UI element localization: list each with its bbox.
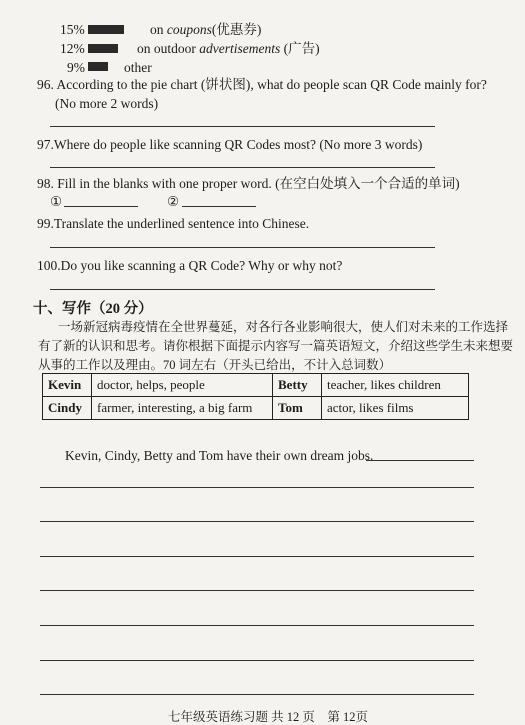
legend-label: on outdoor advertisements (广告) bbox=[137, 41, 320, 56]
legend-swatch bbox=[88, 25, 124, 34]
essay-line[interactable] bbox=[40, 590, 474, 591]
student-name: Cindy bbox=[43, 397, 92, 420]
job-hint: teacher, likes children bbox=[322, 374, 469, 397]
writing-instruction: 一场新冠病毒疫情在全世界蔓延，对各行各业影响很大，使人们对未来的工作选择 bbox=[58, 320, 509, 334]
blank-1-label: ① bbox=[50, 194, 63, 209]
student-name: Betty bbox=[273, 374, 322, 397]
table-row bbox=[43, 374, 469, 397]
question-100: 100.Do you like scanning a QR Code? Why or why not? bbox=[37, 258, 343, 273]
blank-1[interactable] bbox=[64, 194, 138, 212]
legend-swatch bbox=[88, 44, 118, 53]
answer-line-97[interactable] bbox=[50, 167, 435, 168]
legend-swatch bbox=[88, 62, 108, 71]
student-name: Kevin bbox=[43, 374, 92, 397]
question-97: 97.Where do people like scanning QR Codes most? (No more 3 words) bbox=[37, 137, 423, 152]
writing-instruction: 有了新的认识和思考。请你根据下面提示内容写一篇英语短文，介绍这些学生未来想要 bbox=[38, 339, 514, 353]
essay-line[interactable] bbox=[40, 521, 474, 522]
essay-line[interactable] bbox=[40, 694, 474, 695]
legend-percent: 9% bbox=[67, 60, 85, 75]
answer-line-99[interactable] bbox=[50, 247, 435, 248]
job-hint: actor, likes films bbox=[322, 397, 469, 420]
job-hint: farmer, interesting, a big farm bbox=[92, 397, 273, 420]
legend-percent: 15% bbox=[60, 22, 85, 37]
blank-2-label: ② bbox=[167, 194, 180, 209]
essay-line[interactable] bbox=[40, 625, 474, 626]
legend-label: other bbox=[124, 60, 152, 75]
page-footer: 七年级英语练习题 共 12 页 第 12页 bbox=[168, 710, 369, 724]
question-96-note: (No more 2 words) bbox=[55, 96, 159, 111]
writing-instruction: 从事的工作以及理由。70 词左右（开头已给出，不计入总词数） bbox=[38, 358, 392, 372]
writing-heading: 十、写作（20 分） bbox=[33, 301, 153, 317]
answer-line-100[interactable] bbox=[50, 289, 435, 290]
essay-line[interactable] bbox=[366, 460, 474, 461]
question-98: 98. Fill in the blanks with one proper word. (在空白处填入一个合适的单词) bbox=[37, 176, 460, 191]
question-99: 99.Translate the underlined sentence into Chinese. bbox=[37, 216, 310, 231]
legend-label: on coupons(优惠券) bbox=[150, 22, 262, 37]
essay-line[interactable] bbox=[40, 556, 474, 557]
table-row bbox=[43, 397, 469, 420]
essay-line[interactable] bbox=[40, 487, 474, 488]
essay-opening: Kevin, Cindy, Betty and Tom have their own dream jobs. bbox=[65, 448, 374, 463]
job-hint: doctor, helps, people bbox=[92, 374, 273, 397]
question-96: 96. According to the pie chart (饼状图), what do people scan QR Code mainly for? bbox=[37, 77, 487, 92]
legend-percent: 12% bbox=[60, 41, 85, 56]
jobs-table bbox=[42, 373, 469, 420]
student-name: Tom bbox=[273, 397, 322, 420]
answer-line-96[interactable] bbox=[50, 126, 435, 127]
essay-line[interactable] bbox=[40, 660, 474, 661]
blank-2[interactable] bbox=[182, 194, 256, 212]
